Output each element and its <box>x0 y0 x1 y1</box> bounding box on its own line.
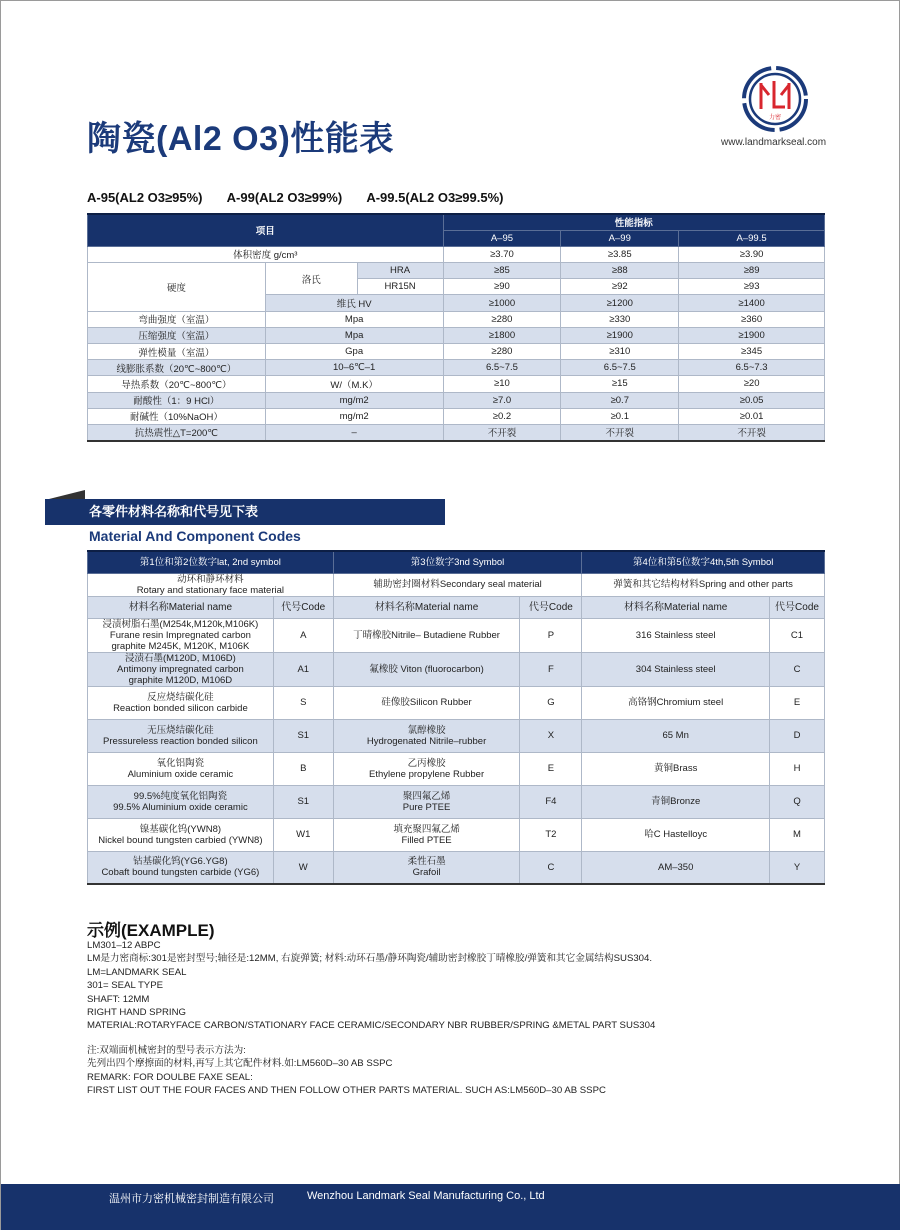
item-header: 项目 <box>88 214 444 246</box>
remark-line: 先列出四个摩擦面的材料,再写上其它配件材料.如:LM560D–30 AB SSPC <box>87 1058 393 1070</box>
value-cell: ≥3.70 <box>443 246 561 262</box>
unit-cell: mg/m2 <box>265 408 443 424</box>
face-material-name-line: graphite M120D, M106D <box>128 674 233 686</box>
property-label: 硬度 <box>88 263 266 312</box>
secondary-seal-code: X <box>520 719 582 752</box>
secondary-seal-name-line: 硅像胶Silicon Rubber <box>381 697 472 708</box>
unit-cell: HRA <box>357 263 443 279</box>
face-material-name-line: Nickel bound tungsten carbied (YWN8) <box>98 834 263 846</box>
spring-part-name: 青铜Bronze <box>582 785 770 818</box>
table-row <box>88 376 825 392</box>
group-header-row <box>88 551 825 573</box>
secondary-seal-name <box>333 851 520 884</box>
value-cell: ≥20 <box>679 376 825 392</box>
property-label: 耐碱性（10%NaOH） <box>88 408 266 424</box>
group-subheader-en: Rotary and stationary face material <box>136 584 285 596</box>
grades-line <box>87 190 525 205</box>
face-material-code: W <box>273 851 333 884</box>
value-cell: ≥15 <box>561 376 679 392</box>
value-cell: ≥0.2 <box>443 408 561 424</box>
example-line: 301= SEAL TYPE <box>87 980 164 992</box>
value-cell: ≥0.01 <box>679 408 825 424</box>
spring-part-code: Y <box>770 851 825 884</box>
secondary-seal-name-line: 聚四氟乙烯 <box>402 790 451 802</box>
group-subheader: 弹簧和其它结构材料Spring and other parts <box>582 573 825 596</box>
spring-part-name: 哈C Hastelloyc <box>582 818 770 851</box>
unit-cell: W/（M.K） <box>265 376 443 392</box>
face-material-name <box>88 752 274 785</box>
property-label: 弯曲强度（室温） <box>88 311 266 327</box>
header-row <box>88 214 825 230</box>
example-line: LM=LANDMARK SEAL <box>87 966 187 978</box>
unit-cell: Mpa <box>265 327 443 343</box>
value-cell: ≥92 <box>561 279 679 295</box>
example-line: LM301–12 ABPC <box>87 940 161 951</box>
secondary-seal-name <box>333 719 520 752</box>
col-material-name: 材料名称Material name <box>582 596 770 618</box>
value-cell: ≥3.90 <box>679 246 825 262</box>
secondary-seal-name-line: 丁晴橡胶Nitrile– Butadiene Rubber <box>353 629 500 641</box>
landmark-logo-icon <box>741 65 809 133</box>
spring-part-name: 304 Stainless steel <box>582 652 770 686</box>
unit-cell: Gpa <box>265 344 443 360</box>
face-material-name-line: 99.5% Aluminium oxide ceramic <box>113 801 248 813</box>
table-row <box>88 752 825 785</box>
face-material-name-line: Reaction bonded silicon carbide <box>113 702 248 714</box>
table-row <box>88 408 825 424</box>
secondary-seal-code: E <box>520 752 582 785</box>
value-cell: ≥1400 <box>679 295 825 311</box>
value-cell: ≥93 <box>679 279 825 295</box>
property-label: 线膨胀系数（20℃~800℃） <box>88 360 266 376</box>
value-cell: ≥85 <box>443 263 561 279</box>
spring-part-code: Q <box>770 785 825 818</box>
website-link[interactable]: www.landmarkseal.com <box>721 137 827 148</box>
face-material-code: B <box>273 752 333 785</box>
face-material-name <box>88 851 274 884</box>
example-lines <box>87 939 655 1033</box>
face-material-name-line: Aluminium oxide ceramic <box>127 768 234 780</box>
secondary-seal-name-line: Filled PTEE <box>401 834 452 846</box>
spring-part-name: 高铬钢Chromium steel <box>582 686 770 719</box>
face-material-name-line: 浸渍树脂石墨(M254k,M120k,M106K) <box>102 618 259 630</box>
face-material-name <box>88 719 274 752</box>
face-material-name-line: 无压烧结碳化硅 <box>147 724 214 736</box>
table-row <box>88 785 825 818</box>
table-row <box>88 311 825 327</box>
spring-part-name: 316 Stainless steel <box>582 618 770 652</box>
group-header: 第3位数字3nd Symbol <box>333 551 582 573</box>
property-label: 耐酸性（1：9 HCl） <box>88 392 266 408</box>
value-cell: 不开裂 <box>443 424 561 440</box>
table-row <box>88 719 825 752</box>
group-subheader-cn: 动环和静环材料 <box>177 573 244 585</box>
property-label: 压缩强度（室温） <box>88 327 266 343</box>
value-cell: ≥280 <box>443 311 561 327</box>
group-subheader <box>88 573 334 596</box>
secondary-seal-name-line: Ethylene propylene Rubber <box>369 768 485 780</box>
value-cell: ≥10 <box>443 376 561 392</box>
table-row <box>88 344 825 360</box>
face-material-code: S1 <box>273 719 333 752</box>
spring-part-name: 黄铜Brass <box>582 752 770 785</box>
col-code: 代号Code <box>273 596 333 618</box>
value-cell: ≥1900 <box>561 327 679 343</box>
value-cell: ≥1800 <box>443 327 561 343</box>
secondary-seal-name <box>333 785 520 818</box>
table-row <box>88 392 825 408</box>
face-material-name-line: Antimony impregnated carbon <box>117 663 244 675</box>
performance-header: 性能指标 <box>443 214 824 230</box>
face-material-name <box>88 652 274 686</box>
secondary-seal-name <box>333 752 520 785</box>
remark-line: FIRST LIST OUT THE FOUR FACES AND THEN FOLLOW OTHER PARTS MATERIAL. SUCH AS:LM560D–30 AB SSPC <box>87 1085 606 1097</box>
value-cell: 6.5~7.5 <box>561 360 679 376</box>
secondary-seal-code: F4 <box>520 785 582 818</box>
property-sublabel: 洛氏 <box>265 263 357 295</box>
secondary-seal-name-line: 乙丙橡胶 <box>407 757 446 769</box>
face-material-name-line: 镍基碳化钨(YWN8) <box>139 823 222 835</box>
value-cell: ≥1900 <box>679 327 825 343</box>
secondary-seal-name-line: Hydrogenated Nitrile–rubber <box>366 735 487 747</box>
value-cell: ≥280 <box>443 344 561 360</box>
example-line: RIGHT HAND SPRING <box>87 1007 186 1019</box>
face-material-code: S <box>273 686 333 719</box>
face-material-code: W1 <box>273 818 333 851</box>
col-code: 代号Code <box>770 596 825 618</box>
secondary-seal-name <box>333 686 520 719</box>
example-title: 示例(EXAMPLE) <box>87 921 215 940</box>
value-cell: ≥1000 <box>443 295 561 311</box>
page-title: 陶瓷(Al2 O3)性能表 <box>87 120 394 158</box>
secondary-seal-name <box>333 652 520 686</box>
secondary-seal-name-line: 柔性石墨 <box>407 856 446 868</box>
table-row <box>88 360 825 376</box>
value-cell: ≥90 <box>443 279 561 295</box>
face-material-code: A <box>273 618 333 652</box>
grade-header: A–99 <box>561 230 679 246</box>
face-material-name-line: 氧化铝陶瓷 <box>156 757 205 769</box>
remark-line: 注:双端面机械密封的型号表示方法为: <box>87 1045 246 1056</box>
value-cell: 不开裂 <box>561 424 679 440</box>
secondary-seal-name-line: 填充聚四氟乙烯 <box>393 823 460 835</box>
secondary-seal-name-line: Pure PTEE <box>402 801 451 813</box>
value-cell: 6.5~7.3 <box>679 360 825 376</box>
table-row <box>88 851 825 884</box>
face-material-name <box>88 818 274 851</box>
secondary-seal-name-line: Grafoil <box>412 867 441 879</box>
example-line: MATERIAL:ROTARYFACE CARBON/STATIONARY FACE CERAMIC/SECONDARY NBR RUBBER/SPRING &METAL PART SUS304 <box>87 1020 656 1032</box>
spring-part-code: E <box>770 686 825 719</box>
secondary-seal-code: T2 <box>520 818 582 851</box>
table-row <box>88 327 825 343</box>
material-codes-table <box>87 550 825 885</box>
secondary-seal-name <box>333 618 520 652</box>
secondary-seal-code: G <box>520 686 582 719</box>
value-cell: ≥330 <box>561 311 679 327</box>
value-cell: 不开裂 <box>679 424 825 440</box>
company-name-en: Wenzhou Landmark Seal Manufacturing Co., Ltd <box>307 1190 545 1202</box>
unit-cell: 10–6℃–1 <box>265 360 443 376</box>
face-material-code: S1 <box>273 785 333 818</box>
logo-text: 力密 <box>768 114 782 121</box>
unit-cell: – <box>265 424 443 440</box>
face-material-code: A1 <box>273 652 333 686</box>
property-label: 弹性模量（室温） <box>88 344 266 360</box>
unit-cell: HR15N <box>357 279 443 295</box>
group-subheader: 辅助密封圈材料Secondary seal material <box>333 573 582 596</box>
table-row <box>88 424 825 440</box>
section-banner: 各零件材料名称和代号见下表 <box>45 499 445 525</box>
value-cell: ≥7.0 <box>443 392 561 408</box>
value-cell: ≥0.1 <box>561 408 679 424</box>
company-name-cn: 温州市力密机械密封制造有限公司 <box>109 1193 274 1205</box>
value-cell: ≥3.85 <box>561 246 679 262</box>
footer <box>1 1184 900 1230</box>
face-material-name-line: Furane resin Impregnated carbon <box>109 629 251 641</box>
value-cell: ≥88 <box>561 263 679 279</box>
grade-label: A-95(AL2 O3≥95%) <box>87 190 203 205</box>
group-header: 第4位和第5位数字4th,5th Symbol <box>582 551 825 573</box>
secondary-seal-code: C <box>520 851 582 884</box>
col-code: 代号Code <box>520 596 582 618</box>
spring-part-code: C <box>770 652 825 686</box>
property-label: 体积密度 g/cm³ <box>88 246 444 262</box>
face-material-name <box>88 618 274 652</box>
face-material-name-line: 反应烧结碳化硅 <box>147 691 214 703</box>
properties-table <box>87 213 825 442</box>
remark-lines <box>87 1044 606 1098</box>
grade-label: A-99.5(AL2 O3≥99.5%) <box>366 190 504 205</box>
spring-part-code: C1 <box>770 618 825 652</box>
value-cell: ≥360 <box>679 311 825 327</box>
value-cell: ≥0.7 <box>561 392 679 408</box>
unit-cell: mg/m2 <box>265 392 443 408</box>
grade-header: A–95 <box>443 230 561 246</box>
remark-line: REMARK: FOR DOULBE FAXE SEAL: <box>87 1071 253 1083</box>
value-cell: ≥0.05 <box>679 392 825 408</box>
value-cell: ≥345 <box>679 344 825 360</box>
secondary-seal-code: F <box>520 652 582 686</box>
grade-header: A–99.5 <box>679 230 825 246</box>
spring-part-name: 65 Mn <box>582 719 770 752</box>
example-line: LM是力密商标:301是密封型号;轴径是:12MM, 右旋弹簧; 材料:动环石墨/静环陶瓷/辅助密封橡胶丁晴橡胶/弹簧和其它金属结构SUS304. <box>87 953 653 965</box>
unit-cell: Mpa <box>265 311 443 327</box>
table-row <box>88 652 825 686</box>
table-row <box>88 618 825 652</box>
example-line: SHAFT: 12MM <box>87 993 150 1005</box>
property-label: 抗热震性△T=200℃ <box>88 424 266 440</box>
face-material-name-line: 钴基碳化钨(YG6.YG8) <box>133 856 228 868</box>
face-material-name <box>88 785 274 818</box>
group-subheader-row <box>88 573 825 596</box>
property-label: 导热系数（20℃~800℃） <box>88 376 266 392</box>
value-cell: ≥89 <box>679 263 825 279</box>
secondary-seal-name-line: 氯醇橡胶 <box>407 724 446 736</box>
value-cell: 6.5~7.5 <box>443 360 561 376</box>
group-header: 第1位和第2位数字lat, 2nd symbol <box>88 551 334 573</box>
column-header-row <box>88 596 825 618</box>
spring-part-code: H <box>770 752 825 785</box>
unit-cell: 维氏 HV <box>265 295 443 311</box>
table-row <box>88 818 825 851</box>
spring-part-code: M <box>770 818 825 851</box>
face-material-name-line: 浸渍石墨(M120D, M106D) <box>124 652 236 664</box>
value-cell: ≥1200 <box>561 295 679 311</box>
col-material-name: 材料名称Material name <box>333 596 520 618</box>
face-material-name-line: Pressureless reaction bonded silicon <box>103 735 258 747</box>
section-subtitle: Material And Component Codes <box>89 528 301 544</box>
secondary-seal-name-line: 氟橡胶 Viton (fluorocarbon) <box>369 663 484 675</box>
face-material-name-line: Cobaft bound tungsten carbide (YG6) <box>101 867 260 879</box>
grade-label: A-99(AL2 O3≥99%) <box>226 190 343 205</box>
face-material-name <box>88 686 274 719</box>
secondary-seal-name <box>333 818 520 851</box>
secondary-seal-code: P <box>520 618 582 652</box>
spring-part-code: D <box>770 719 825 752</box>
face-material-name-line: 99.5%纯度氧化铝陶瓷 <box>133 790 228 802</box>
table-row <box>88 246 825 262</box>
value-cell: ≥310 <box>561 344 679 360</box>
face-material-name-line: graphite M245K, M120K, M106K <box>111 640 250 652</box>
col-material-name: 材料名称Material name <box>88 596 274 618</box>
spring-part-name: AM–350 <box>582 851 770 884</box>
table-row <box>88 263 825 279</box>
table-row <box>88 686 825 719</box>
